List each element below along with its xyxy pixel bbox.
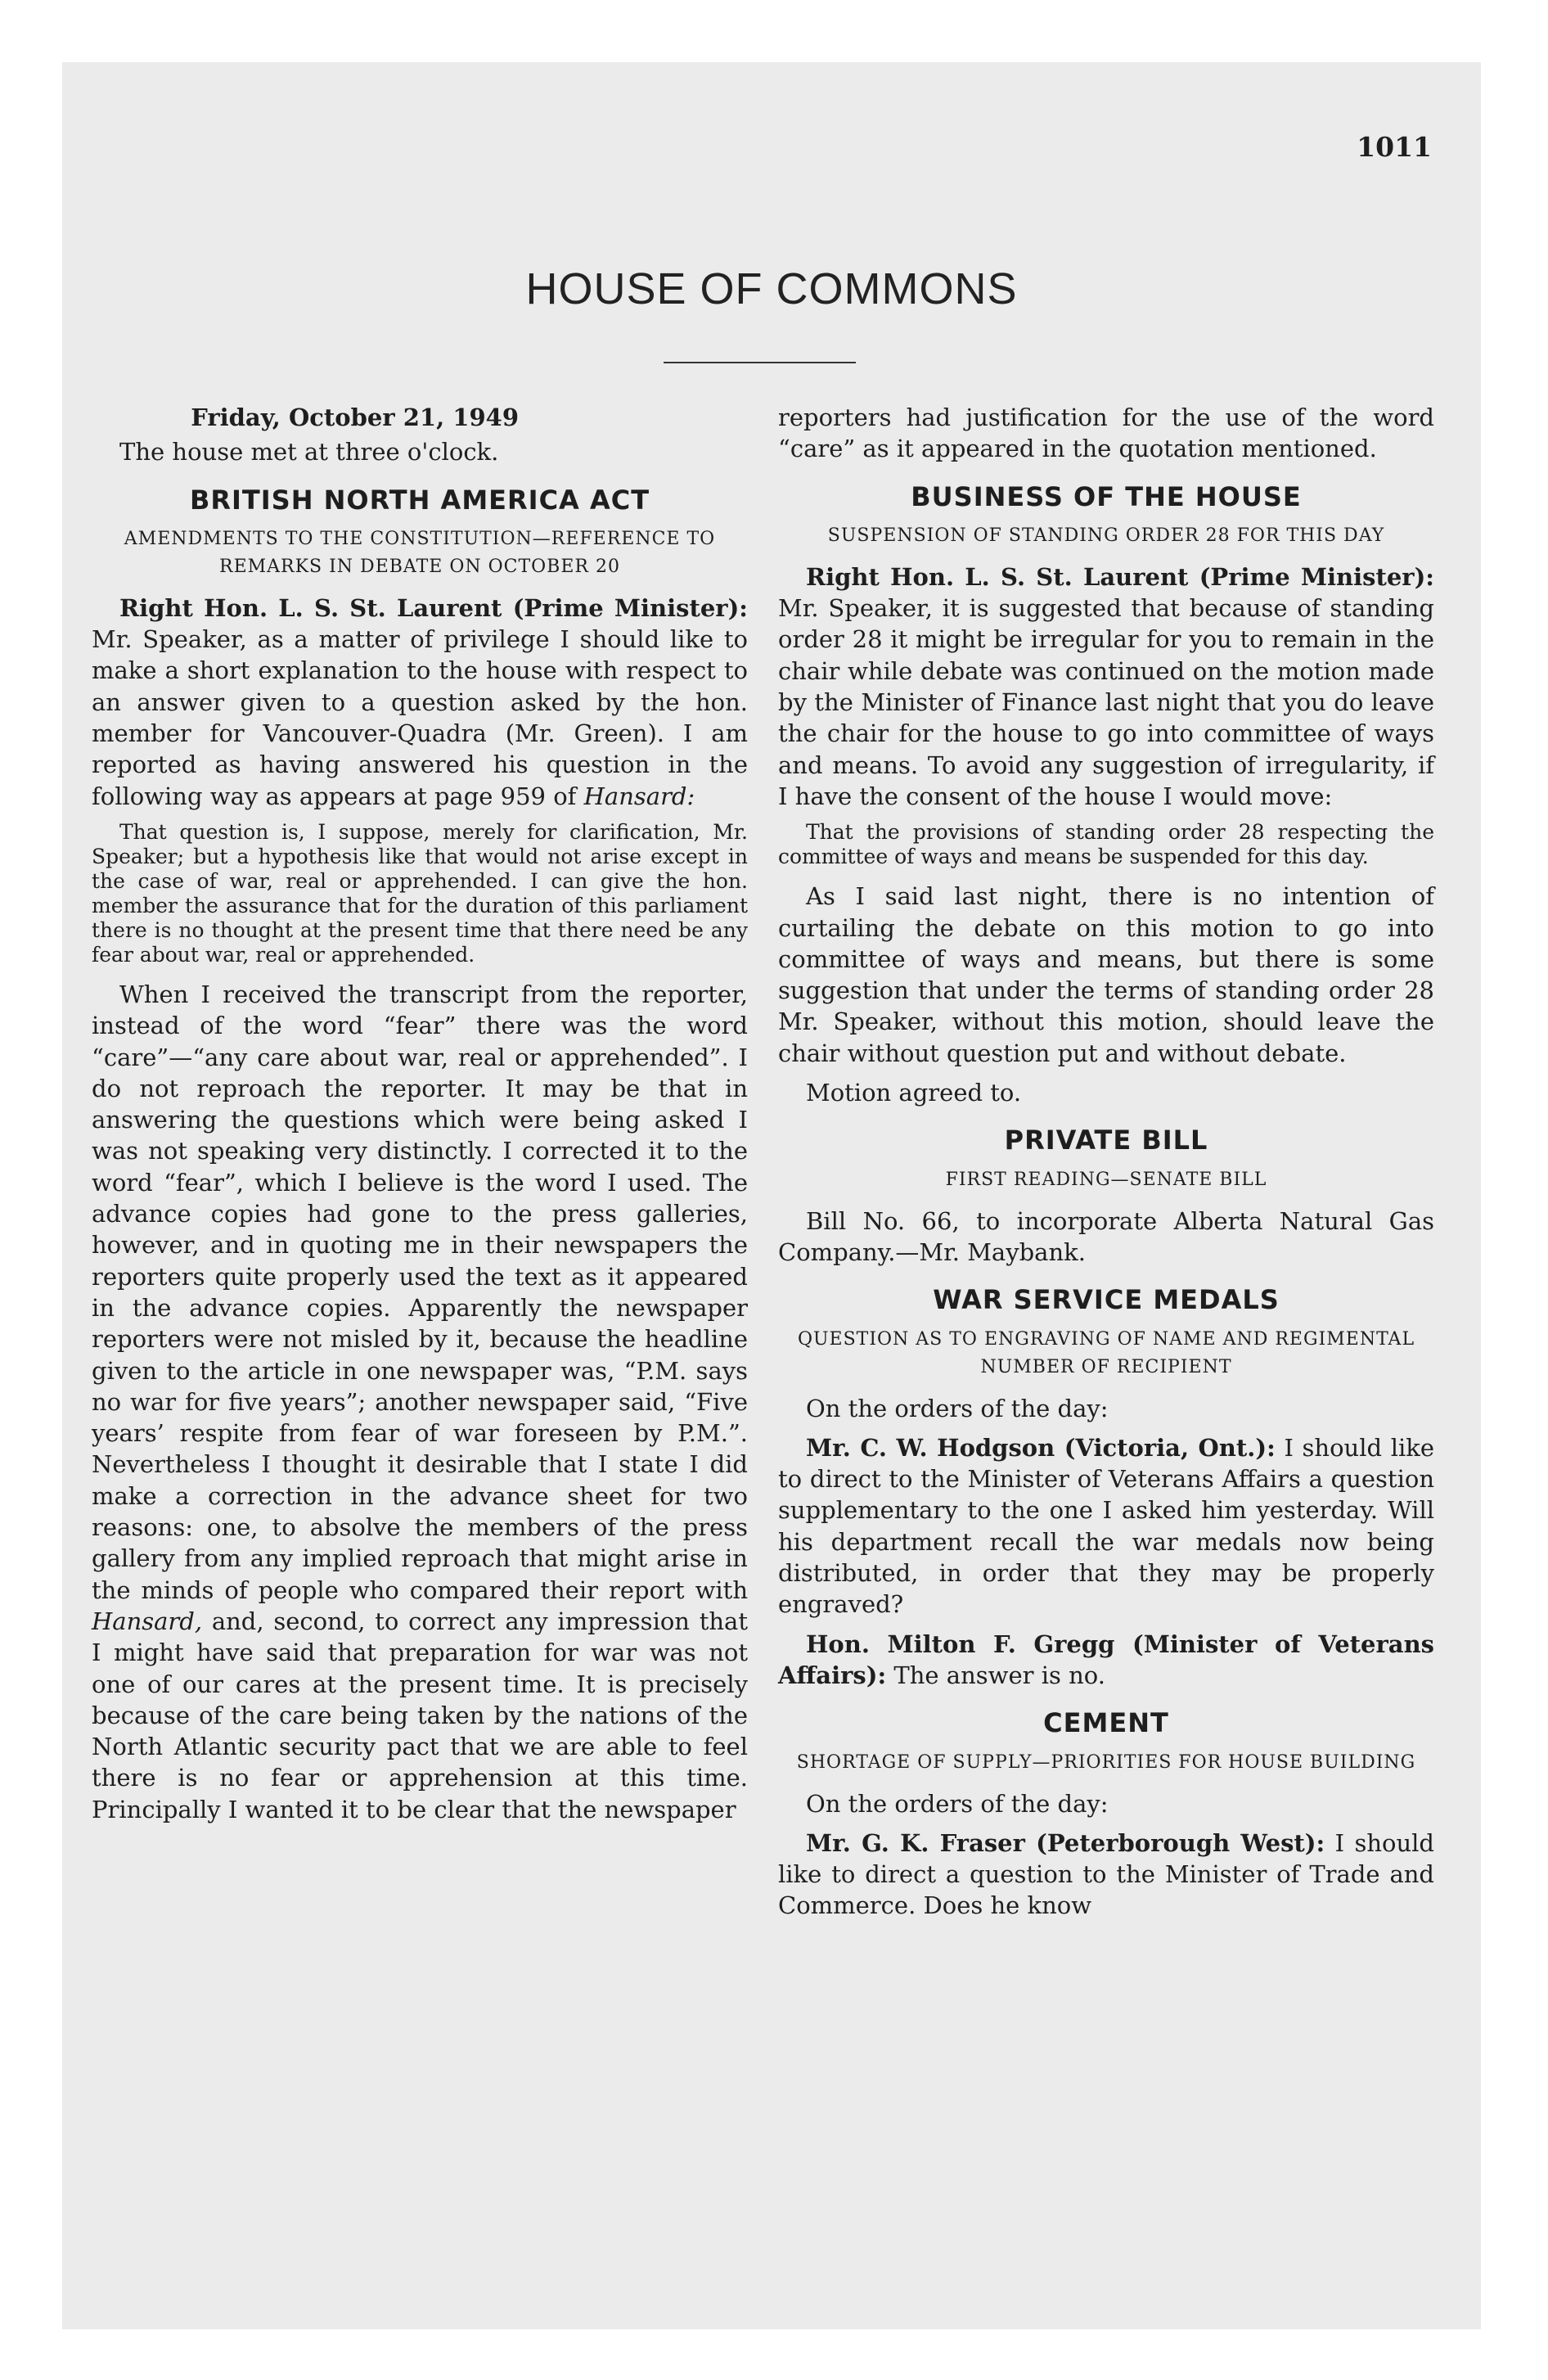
speaker-name: Hon. Milton F. Gregg (Minister of Veterans Affairs): [778, 1629, 1434, 1689]
hansard-quote: That question is, I suppose, merely for clarification, Mr. Speaker; but a hypothesis like that would not arise except in the case of war, real or apprehended. I can give the hon. member the assurance that for the duration of this parliament there is no thought at the present time that there need be any fear about war, real or apprehended. [92, 819, 748, 967]
paragraph-italic: Hansard, [92, 1607, 203, 1635]
paragraph-continuation: reporters had justification for the use of the word “care” as it appeared in the quotation mentioned. [778, 403, 1434, 463]
sitting-date: Friday, October 21, 1949 [191, 403, 519, 431]
paragraph-text: Mr. Speaker, it is suggested that because of standing order 28 it might be irregular for you to remain in the chair while debate was continued on the motion made by the Minister of Finance last night that you do leave the chair for the house to go into committee of ways and means. To avoid any suggestion of irregularity, if I have the consent of the house I would move: [778, 594, 1434, 810]
page-number: 1011 [1357, 131, 1432, 163]
title-rule [664, 362, 856, 363]
section-heading-private-bill: PRIVATE BILL [1004, 1125, 1208, 1156]
speaker-name: Mr. G. K. Fraser (Peterborough West): [806, 1828, 1325, 1857]
section-heading-business: BUSINESS OF THE HOUSE [911, 480, 1302, 512]
paragraph-hodgson [778, 1432, 1434, 1620]
right-column [778, 402, 1434, 1930]
paragraph-text: Mr. Speaker, as a matter of privilege I should like to make a short explanation to the house with respect to an answer given to a question asked by the hon. member for Vancouver-Quadra (Mr. Green). I am reported as having answered his question in the following way as appears at page 959 of [92, 625, 748, 810]
section-subheading-first-reading: FIRST READING—SENATE BILL [945, 1169, 1267, 1190]
speaker-name: Right Hon. L. S. St. Laurent (Prime Minister): [806, 562, 1434, 591]
section-subheading-shortage: SHORTAGE OF SUPPLY—PRIORITIES FOR HOUSE BUILDING [796, 1751, 1416, 1773]
section-subheading-amendments: AMENDMENTS TO THE CONSTITUTION—REFERENCE TO REMARKS IN DEBATE ON OCTOBER 20 [124, 528, 716, 577]
paragraph-gregg [778, 1629, 1434, 1692]
paragraph-transcript [92, 979, 748, 1825]
section-subheading-suspension: SUSPENSION OF STANDING ORDER 28 FOR THIS DAY [827, 525, 1385, 546]
motion-quote: That the provisions of standing order 28 respecting the committee of ways and means be suspended for this day. [778, 820, 1434, 869]
speaker-name: Mr. C. W. Hodgson (Victoria, Ont.): [806, 1433, 1276, 1462]
paragraph-st-laurent-2 [778, 561, 1434, 812]
paragraph-text: When I received the transcript from the reporter, instead of the word “fear” there was the word “care”—“any care about war, real or apprehended”. I do not reproach the reporter. It may be that in answering the questions which were being asked I was not speaking very distinctly. I corrected it to the word “fear”, which I believe is the word I used. The advance copies had gone to the press galleries, however, and in quoting me in their newspapers the reporters quite properly used the text as it appeared in the advance copies. Apparently the newspaper reporters were not misled by it, because the headline given to the article in one newspaper was, “P.M. says no war for five years”; another newspaper said, “Five years’ respite from fear of war foreseen by P.M.”. Nevertheless I thought it desirable that I state I did make a correction in the advance sheet for two reasons: one, to absolve the members of the press gallery from any implied reproach that might arise in the minds of people who compared their report with [92, 980, 748, 1604]
section-heading-cement: CEMENT [1043, 1707, 1169, 1739]
section-heading-bna-act: BRITISH NORTH AMERICA ACT [189, 484, 650, 516]
section-subheading-engraving: QUESTION AS TO ENGRAVING OF NAME AND REGIMENTAL NUMBER OF RECIPIENT [797, 1328, 1415, 1377]
page-title: HOUSE OF COMMONS [525, 264, 1018, 313]
paragraph-no-intention: As I said last night, there is no intention of curtailing the debate on this motion to go into committee of ways and means, but there is some suggestion that under the terms of standing order 28 Mr. Speaker, without this motion, should leave the chair without question put and without debate. [778, 882, 1434, 1067]
paragraph-italic: Hansard: [583, 782, 695, 810]
paragraph-bill-66: Bill No. 66, to incorporate Alberta Natural Gas Company.—Mr. Maybank. [778, 1206, 1434, 1266]
speaker-name: Right Hon. L. S. St. Laurent (Prime Minister): [119, 593, 748, 622]
section-heading-war-medals: WAR SERVICE MEDALS [933, 1284, 1280, 1316]
orders-of-the-day: On the orders of the day: [806, 1789, 1109, 1818]
house-met-line: The house met at three o'clock. [119, 438, 499, 467]
left-column [92, 402, 748, 1833]
paragraph-text: I should like to direct a question to the Minister of Trade and Commerce. Does he know [778, 1828, 1434, 1920]
paragraph-st-laurent-1 [92, 593, 748, 812]
document-page [62, 62, 1481, 2329]
motion-agreed: Motion agreed to. [806, 1079, 1022, 1107]
paragraph-text: I should like to direct to the Minister of Veterans Affairs a question supplementary to the one I asked him yesterday. Will his department recall the war medals now being distributed, in order that they may be properly engraved? [778, 1433, 1434, 1619]
paragraph-text: and, second, to correct any impression that I might have said that preparation for war was not one of our cares at the present time. It is precisely because of the care being taken by the nations of the North Atlantic security pact that we are able to feel there is no fear or apprehension at this time. Principally I wanted it to be clear that the newspaper [92, 1607, 748, 1823]
orders-of-the-day: On the orders of the day: [806, 1394, 1109, 1422]
paragraph-fraser [778, 1828, 1434, 1922]
paragraph-text: The answer is no. [886, 1661, 1105, 1689]
